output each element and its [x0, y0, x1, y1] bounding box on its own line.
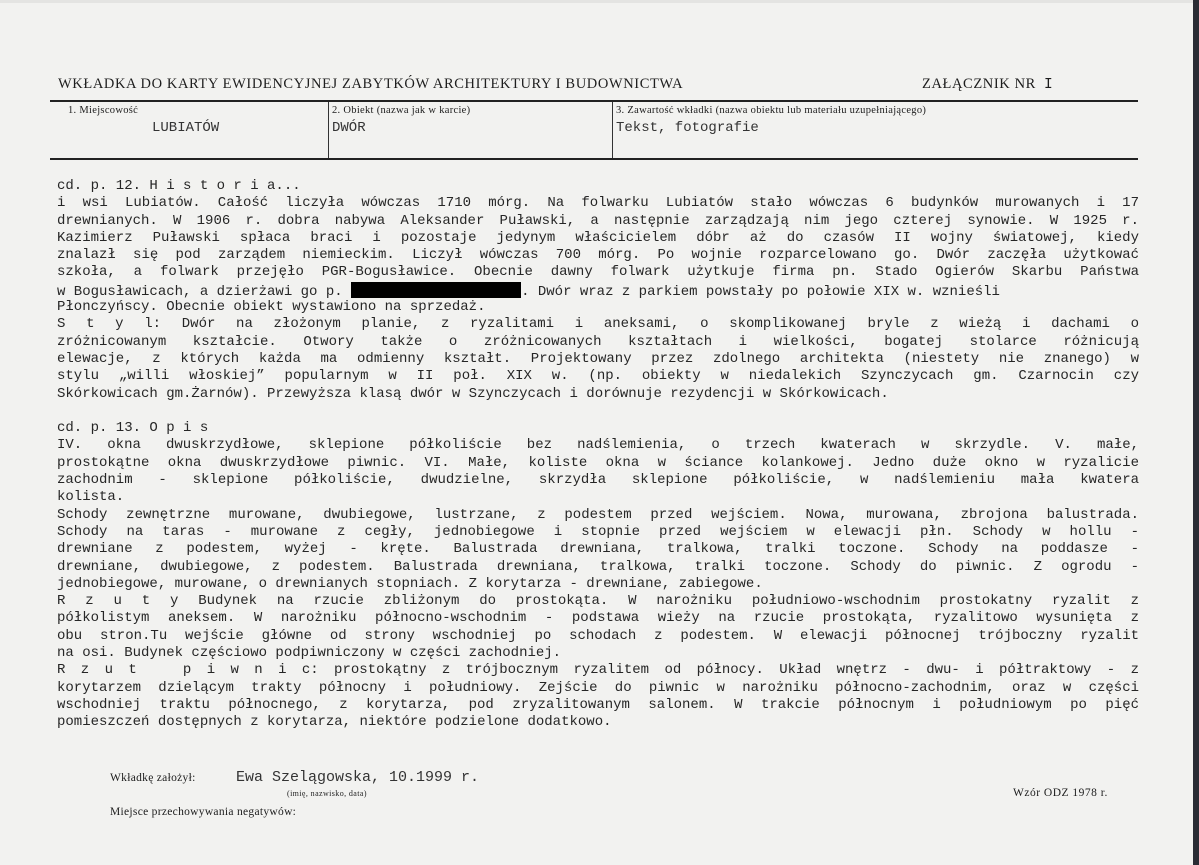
annex-label [922, 76, 1053, 93]
document-body [57, 178, 1139, 732]
author-value: Ewa Szelągowska, 10.1999 r. [236, 769, 480, 786]
style-section [57, 316, 1139, 402]
field-locality [50, 102, 328, 158]
field-object [328, 102, 612, 158]
redaction-block [351, 282, 521, 298]
header-fields-table [50, 100, 1138, 160]
description-heading: cd. p. 13. O p i s [57, 420, 209, 437]
field-contents-value: Tekst, fotografie [616, 120, 759, 136]
windows-line: prostokątne okna dwuskrzydłowe piwnic. VI. Małe, koliste okna w ściance kolankowej. Jedno duże okno w ryzalicie [57, 454, 1139, 471]
annex-label-text: ZAŁĄCZNIK NR [922, 76, 1036, 92]
style-line: zróżnicowanym kształcie. Otwory także o zróżnicowanych kształtach i wielkości, bogatej stolarce różnicują [57, 333, 1139, 350]
plan-line: obu stron.Tu wejście główne od strony wschodniej po schodach z podestem. W elewacji północnej trójboczny ryzalit [57, 627, 1139, 644]
annex-number: I [1043, 77, 1054, 93]
scanner-border [1193, 0, 1199, 865]
history-line: znalazł się pod zarządem niemieckim. Liczył wówczas 700 mórg. Po wojnie rozparcelowano go. Dwór zaczęła użytkować [57, 247, 1139, 264]
plan-section [57, 593, 1139, 662]
basement-section [57, 662, 1139, 731]
page-top-edge [0, 0, 1199, 3]
style-line: Skórkowicach gm.Żarnów). Przewyższa klasą dwór w Szynczycach i dorównuje rezydencji w Skórkowicach. [57, 385, 889, 402]
history-line: Kazimierz Puławski spłaca braci i pozostaje jedynym właścicielem dóbr aż do czasów II wojny światowej, kiedy [57, 229, 1139, 246]
stairs-line: Schody na taras - murowane z cegły, jednobiegowe i stopnie przed wejściem w elewacji płn. Schody w hollu - [57, 523, 1139, 540]
history-line: i wsi Lubiatów. Całość liczyła wówczas 1710 mórg. Na folwarku Lubiatów stało wówczas 6 budynków murowanych i 17 [57, 195, 1139, 212]
windows-section [57, 437, 1139, 506]
section-gap [57, 403, 1139, 420]
document-title: WKŁADKA DO KARTY EWIDENCYJNEJ ZABYTKÓW ARCHITEKTURY I BUDOWNICTWA [58, 76, 684, 92]
history-section [57, 195, 1139, 316]
history-line: Płonczyńscy. Obecnie obiekt wystawiono na sprzedaż. [57, 299, 486, 316]
field-object-value: DWÓR [332, 120, 366, 136]
field-contents-label: 3. Zawartość wkładki (nazwa obiektu lub materiału uzupełniającego) [616, 105, 927, 116]
stairs-line: jednobiegowe, murowane, o drewnianych stopniach. Z korytarza - drewniane, zabiegowe. [57, 575, 763, 592]
style-line: stylu „willi włoskiej” popularnym w II poł. XIX w. (np. obiekty w niedalekich Szynczycach gm. Czarnocin czy [57, 368, 1139, 385]
basement-line: R z u t p i w n i c: prostokątny z trójbocznym ryzalitem od północy. Układ wnętrz - dwu- i półtraktowy - z [57, 662, 1139, 679]
form-pattern: Wzór ODZ 1978 r. [1013, 787, 1108, 799]
history-line: drewnianych. W 1906 r. dobra nabywa Aleksander Puławski, a następnie zarządzają nim jego czterej synowie. W 1925 r. [57, 212, 1139, 229]
author-label: Wkładkę założył: [110, 772, 196, 784]
stairs-section [57, 507, 1139, 593]
windows-line: zachodnim - sklepione półkoliście, dwudzielne, skrzydła sklepione półkoliście, w nadślemieniu mała kwatera [57, 472, 1139, 489]
basement-line: korytarzem dzielącym trakty północny i południowy. Zejście do piwnic w narożniku północno-zachodnim, oraz w części [57, 679, 1139, 696]
stairs-line: drewniane z podestem, wyżej - kręte. Balustrada drewniana, tralkowa, tralki toczone. Schody na poddasze - [57, 541, 1139, 558]
history-redacted-suffix: . Dwór wraz z parkiem powstały po połowie XIX w. wznieśli [521, 283, 1000, 300]
basement-line: wschodniej traktu północnego, z korytarza, pod zryzalitowanym salonem. W trakcie północnym i południowym po pięć [57, 696, 1139, 713]
history-line: szkoła, a folwark przejęło PGR-Bogusławice. Obecnie dawny folwark użytkuje firma pn. Stado Ogierów Skarbu Państwa [57, 264, 1139, 281]
field-object-label: 2. Obiekt (nazwa jak w karcie) [332, 105, 471, 116]
field-locality-label: 1. Miejscowość [68, 105, 139, 116]
author-hint: (imię, nazwisko, data) [287, 789, 367, 798]
stairs-line: Schody zewnętrzne murowane, dwubiegowe, lustrzane, z podestem przed wejściem. Nowa, murowana, zbrojona balustrada. [57, 506, 1139, 523]
basement-line: pomieszczeń dostępnych z korytarza, niektóre podzielone dodatkowo. [57, 714, 612, 731]
style-line: S t y l: Dwór na złożonym planie, z ryzalitami i aneksami, o skomplikowanej bryle z wieżą i dachami o [57, 316, 1139, 333]
windows-line: IV. okna dwuskrzydłowe, sklepione półkoliście bez nadślemienia, o trzech kwaterach w skrzydle. V. małe, [57, 437, 1139, 454]
history-heading: cd. p. 12. H i s t o r i a... [57, 178, 301, 194]
history-redacted-line [57, 282, 1139, 299]
field-locality-value: LUBIATÓW [152, 120, 220, 136]
history-redacted-prefix: w Bogusławicach, a dzierżawi go p. [57, 283, 352, 300]
plan-line: na osi. Budynek częściowo podpiwniczony w części zachodniej. [57, 645, 562, 662]
plan-line: półkolistym aneksem. W narożniku północno-wschodnim - podstawa wieży na rzucie prostokąta, ryzalitowo wysunięta z [57, 610, 1139, 627]
windows-line: kolista. [57, 489, 125, 506]
style-line: elewacje, z których każda ma odmienny kształt. Projektowany przez zdolnego architekta (niestety nie znanego) w [57, 350, 1139, 367]
stairs-line: drewniane, dwubiegowe, z podestem. Balustrada drewniana, tralkowa, tralki toczone. Schody do piwnic. Z ogrodu - [57, 558, 1139, 575]
field-contents [612, 102, 1138, 158]
negatives-label: Miejsce przechowywania negatywów: [110, 806, 297, 818]
plan-line: R z u t y Budynek na rzucie zbliżonym do prostokąta. W narożniku południowo-wschodnim prostokatny ryzalit z [57, 593, 1139, 610]
